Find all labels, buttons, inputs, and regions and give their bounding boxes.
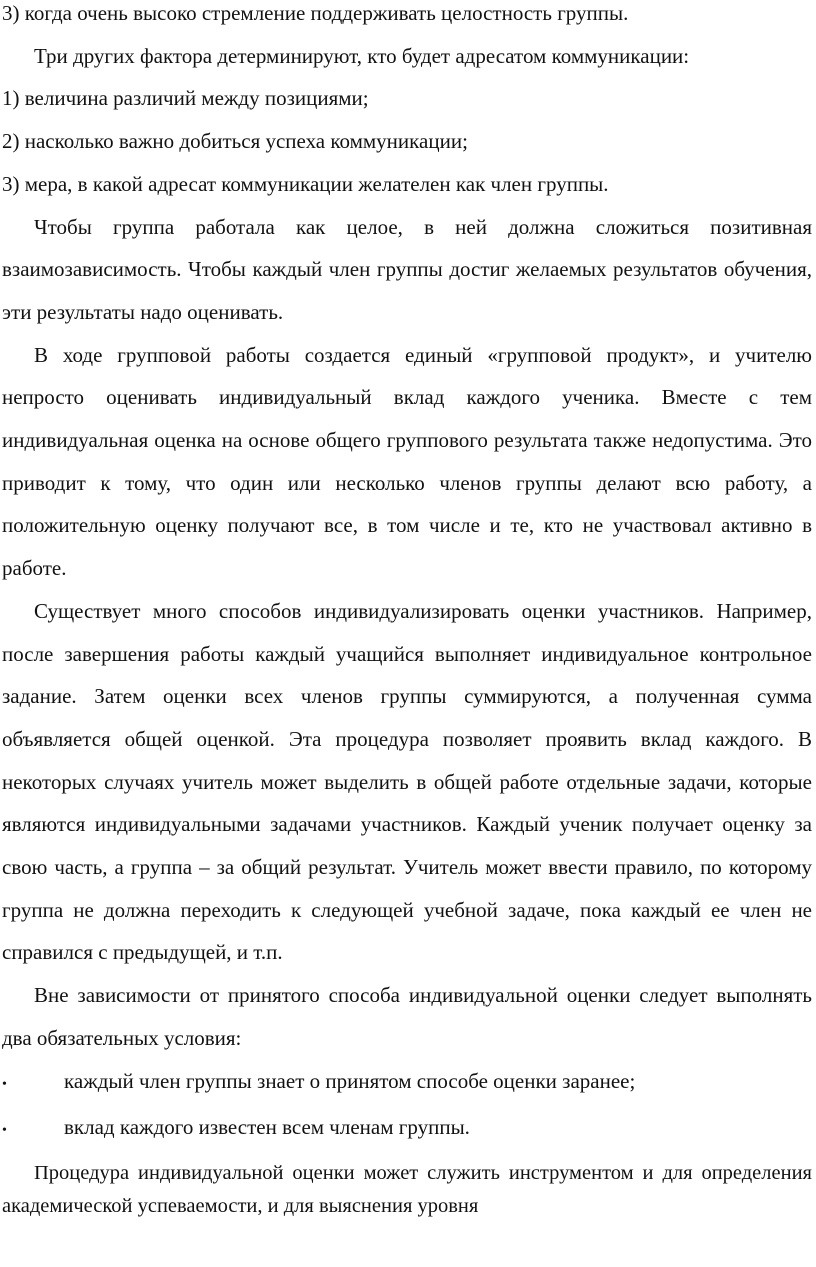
paragraph-individual-assessment-methods: Существует много способов индивидуализировать оценки участников. Например, после завершения работы каждый учащийся выполняет индивидуальное контрольное задание. Затем оценки всех членов группы суммируются, а полученная сумма объявляется общей оценкой. Эта процедура позволяет проявить вклад каждого. В некоторых случаях учитель может выделить в общей работе отдельные задачи, которые являются индивидуальными задачами участников. Каждый ученик получает оценку за свою часть, а группа – за общий результат. Учитель может ввести правило, по которому группа не должна переходить к следующей учебной задаче, пока каждый ее член не справился с предыдущей, и т.п. — [2, 598, 812, 965]
paragraph-mandatory-conditions: Вне зависимости от принятого способа индивидуальной оценки следует выполнять два обязательных условия: — [2, 983, 812, 1050]
paragraph-final: Процедура индивидуальной оценки может служить инструментом и для определения академической успеваемости, и для выяснения уровня — [2, 1161, 812, 1217]
bullet-item-1 — [2, 1060, 812, 1107]
paragraph-group-product: В ходе групповой работы создается единый «групповой продукт», и учителю непросто оценивать индивидуальный вклад каждого ученика. Вместе с тем индивидуальная оценка на основе общего группового результата также недопустима. Это приводит к тому, что один или несколько членов группы делают всю работу, а положительную оценку получают все, в том числе и те, кто не участвовал активно в работе. — [2, 342, 812, 581]
paragraph-factors-intro: Три других фактора детерминируют, кто будет адресатом коммуникации: — [34, 43, 690, 68]
paragraph-list-item-3: 3) когда очень высоко стремление поддерживать целостность группы. — [2, 1, 629, 25]
paragraph-factor-2: 2) насколько важно добиться успеха коммуникации; — [2, 129, 468, 154]
paragraph-interdependence: Чтобы группа работала как целое, в ней должна сложиться позитивная взаимозависимость. Чтобы каждый член группы достиг желаемых результатов обучения, эти результаты надо оценивать. — [2, 214, 812, 324]
paragraph-factor-1: 1) величина различий между позициями; — [2, 86, 369, 111]
bullet-text: каждый член группы знает о принятом способе оценки заранее; — [64, 1068, 636, 1093]
bullet-icon: • — [2, 1076, 7, 1092]
paragraph-factor-3: 3) мера, в какой адресат коммуникации желателен как член группы. — [2, 171, 609, 196]
bullet-icon: • — [2, 1123, 7, 1139]
bullet-text: вклад каждого известен всем членам группы. — [64, 1115, 470, 1140]
bullet-item-2 — [2, 1106, 812, 1153]
